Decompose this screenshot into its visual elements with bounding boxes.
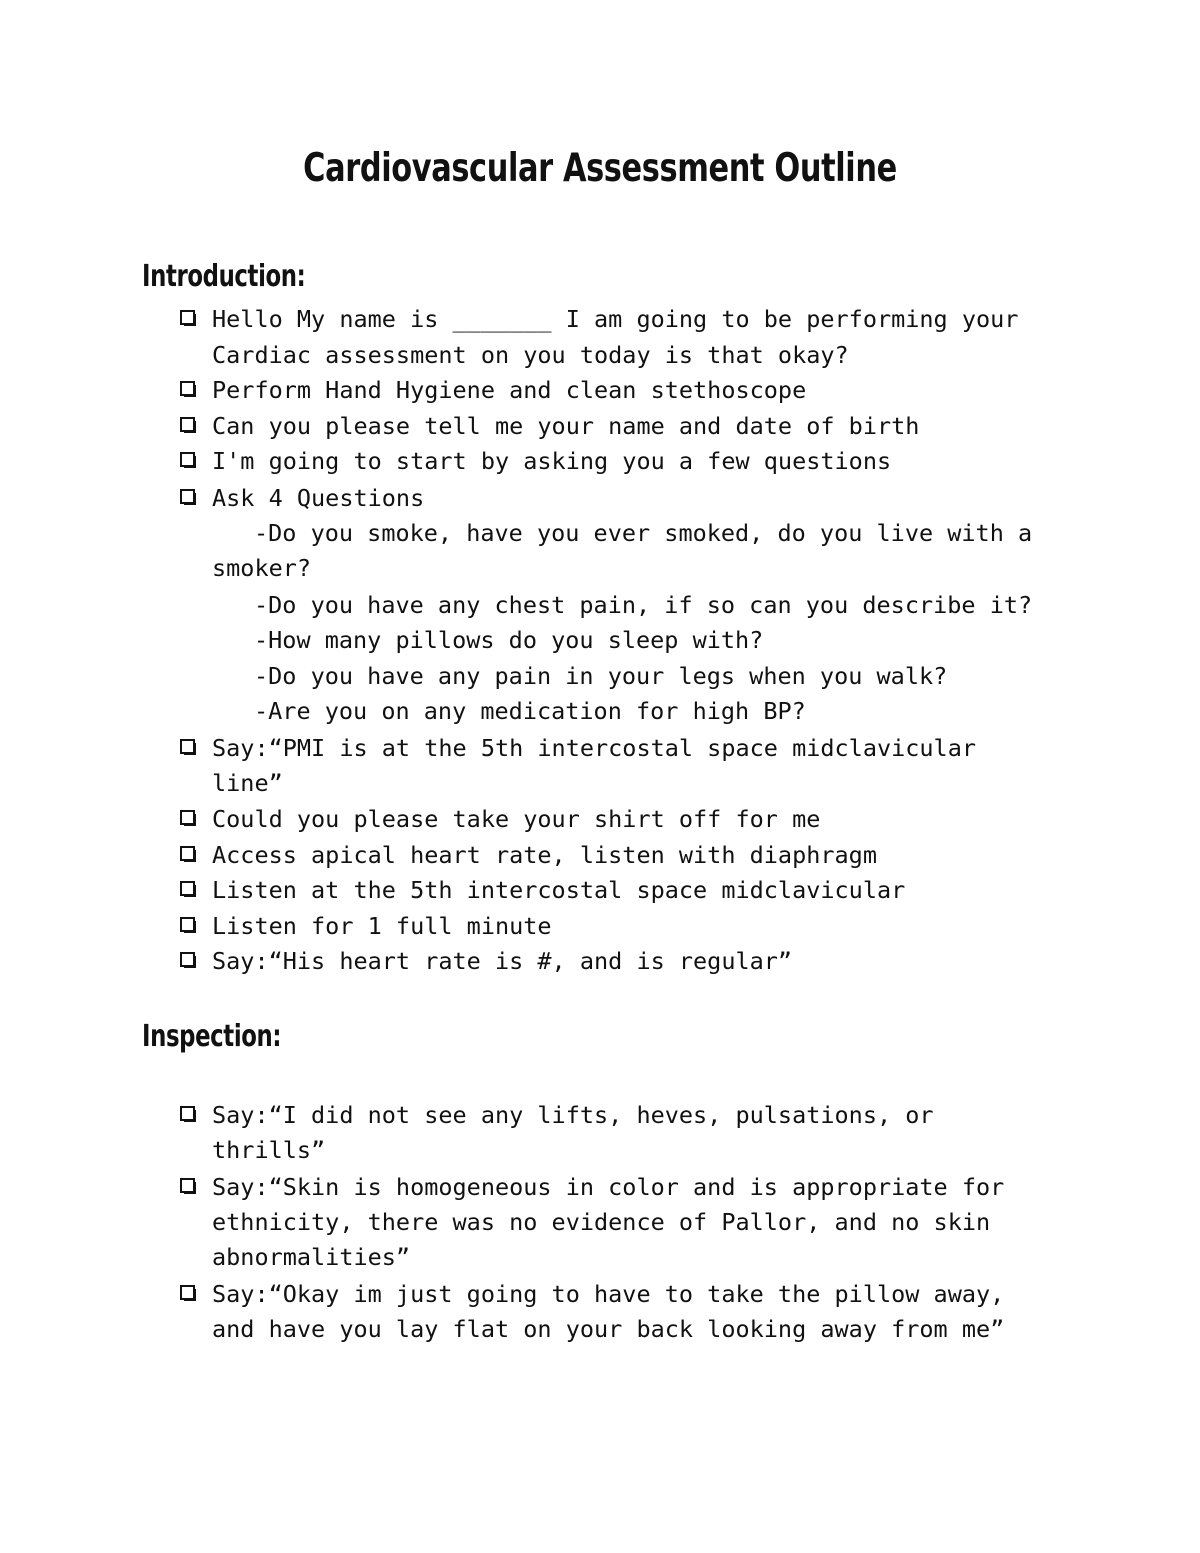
checklist-item-text-continued: Cardiac assessment on you today is that okay? <box>212 341 849 369</box>
checklist-item-text-continued: and have you lay flat on your back looking away from me” <box>212 1315 1005 1343</box>
checklist-item-text: Hello My name is _______ I am going to be performing your <box>212 305 1019 333</box>
question-item: -Do you smoke, have you ever smoked, do you live with a <box>254 519 1033 547</box>
checkbox-icon[interactable] <box>180 739 197 756</box>
checklist-item-text: Say:“I did not see any lifts, heves, pulsations, or <box>212 1101 934 1129</box>
checklist-item-text-continued: line” <box>212 769 283 797</box>
checkbox-icon[interactable] <box>180 417 197 434</box>
question-item: -Do you have any chest pain, if so can you describe it? <box>254 591 1033 619</box>
introduction-heading: Introduction: <box>142 259 306 294</box>
checklist-item-text: Listen for 1 full minute <box>212 912 552 940</box>
checklist-item-text: Say:“PMI is at the 5th intercostal space midclavicular <box>212 734 977 762</box>
checkbox-icon[interactable] <box>180 810 197 827</box>
question-item: -Do you have any pain in your legs when you walk? <box>254 662 948 690</box>
checkbox-icon[interactable] <box>180 917 197 934</box>
checkbox-icon[interactable] <box>180 1285 197 1302</box>
checklist-item-text: Access apical heart rate, listen with diaphragm <box>212 841 877 869</box>
checklist-item-text: Can you please tell me your name and date of birth <box>212 412 920 440</box>
checklist-item-text: Say:“Skin is homogeneous in color and is appropriate for <box>212 1173 1005 1201</box>
checkbox-icon[interactable] <box>180 310 197 327</box>
checklist-item-text: Perform Hand Hygiene and clean stethoscope <box>212 376 807 404</box>
checkbox-icon[interactable] <box>180 381 197 398</box>
checklist-item-text: I'm going to start by asking you a few questions <box>212 447 892 475</box>
checkbox-icon[interactable] <box>180 1106 197 1123</box>
checkbox-icon[interactable] <box>180 1178 197 1195</box>
checkbox-icon[interactable] <box>180 452 197 469</box>
checkbox-icon[interactable] <box>180 489 197 506</box>
checkbox-icon[interactable] <box>180 846 197 863</box>
inspection-heading: Inspection: <box>142 1019 282 1054</box>
checklist-item-text: Ask 4 Questions <box>212 484 425 512</box>
question-item: -How many pillows do you sleep with? <box>254 626 764 654</box>
checklist-item-text-continued: ethnicity, there was no evidence of Pallor, and no skin <box>212 1208 991 1236</box>
checklist-item-text: Listen at the 5th intercostal space midclavicular <box>212 876 906 904</box>
question-item: -Are you on any medication for high BP? <box>254 697 806 725</box>
checklist-item-text-continued: thrills” <box>212 1136 326 1164</box>
question-item-continued: smoker? <box>212 554 312 582</box>
checklist-item-text: Say:“Okay im just going to have to take the pillow away, <box>212 1280 1005 1308</box>
checklist-item-text: Could you please take your shirt off for me <box>212 805 821 833</box>
checklist-item-text: Say:“His heart rate is #, and is regular” <box>212 947 793 975</box>
document-title: Cardiovascular Assessment Outline <box>303 146 897 191</box>
checkbox-icon[interactable] <box>180 881 197 898</box>
checkbox-icon[interactable] <box>180 952 197 969</box>
checklist-item-text-continued: abnormalities” <box>212 1243 411 1271</box>
